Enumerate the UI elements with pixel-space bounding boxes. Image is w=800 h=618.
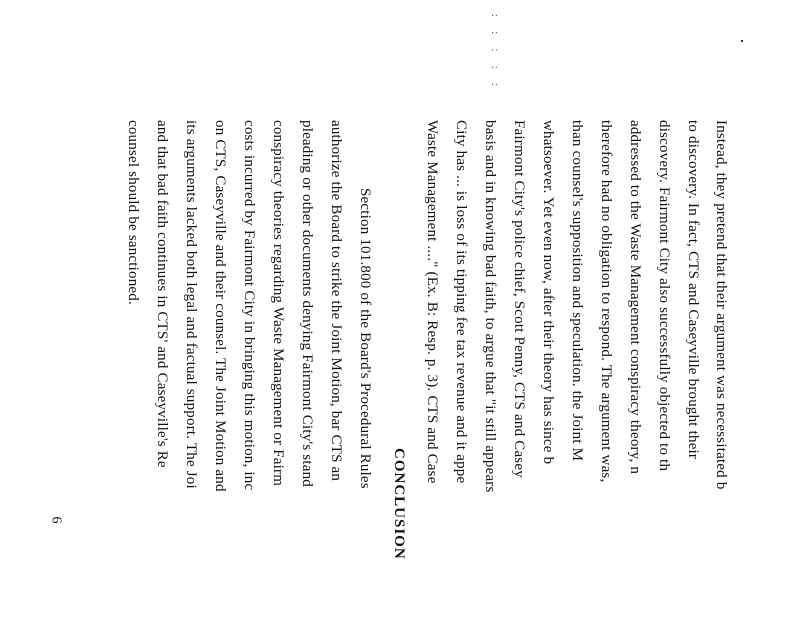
body-line-4: addressed to the Waste Management conspiracy theory, n xyxy=(627,120,643,475)
body-line-9: basis and in knowing bad faith, to argue that "it still appears xyxy=(482,120,498,493)
body-line-14: pleading or other documents denying Fairmont City's stand xyxy=(299,120,315,487)
body-line-11: Waste Management ...." (Ex. B: Resp. p. 3). CTS and Case xyxy=(424,120,440,484)
body-line-8: Fairmont City's police chief, Scott Penny, CTS and Casey xyxy=(511,120,527,478)
body-line-15: conspiracy theories regarding Waste Management or Fairm xyxy=(270,120,286,487)
body-line-13: authorize the Board to strike the Joint Motion, bar CTS an xyxy=(328,120,344,482)
body-line-16: costs incurred by Fairmont City in bringing this motion, inc xyxy=(241,120,257,491)
document-body xyxy=(125,120,729,618)
body-line-2: to discovery. In fact, CTS and Caseyville brought their xyxy=(685,120,701,460)
body-line-19: and that bad faith continues in CTS' and Caseyville's Re xyxy=(154,120,170,468)
page-number: 6 xyxy=(48,516,64,524)
body-line-6: than counsel's supposition and speculation. the Joint M xyxy=(569,120,585,462)
body-line-18: its arguments lacked both legal and factual support. The Joi xyxy=(183,120,199,489)
body-line-5: therefore had no obligation to respond. The argument was, xyxy=(598,120,614,483)
body-line-12: Section 101.800 of the Board's Procedural Rules xyxy=(357,188,373,489)
body-line-3: discovery. Fairmont City also successfully objected to th xyxy=(656,120,672,472)
body-line-20: counsel should be sanctioned. xyxy=(125,120,141,305)
margin-dots: : : : : : xyxy=(489,14,500,92)
scan-speck xyxy=(741,40,743,42)
body-line-17: on CTS, Caseyville and their counsel. The Joint Motion and xyxy=(212,120,228,492)
conclusion-heading: CONCLUSION xyxy=(391,448,407,560)
body-line-7: whatsoever. Yet even now, after their theory has since b xyxy=(540,120,556,465)
body-line-1: Instead, they pretend that their argument was necessitated b xyxy=(713,120,729,490)
body-line-10: City has ... is loss of its tipping fee tax revenue and it appe xyxy=(453,120,469,484)
